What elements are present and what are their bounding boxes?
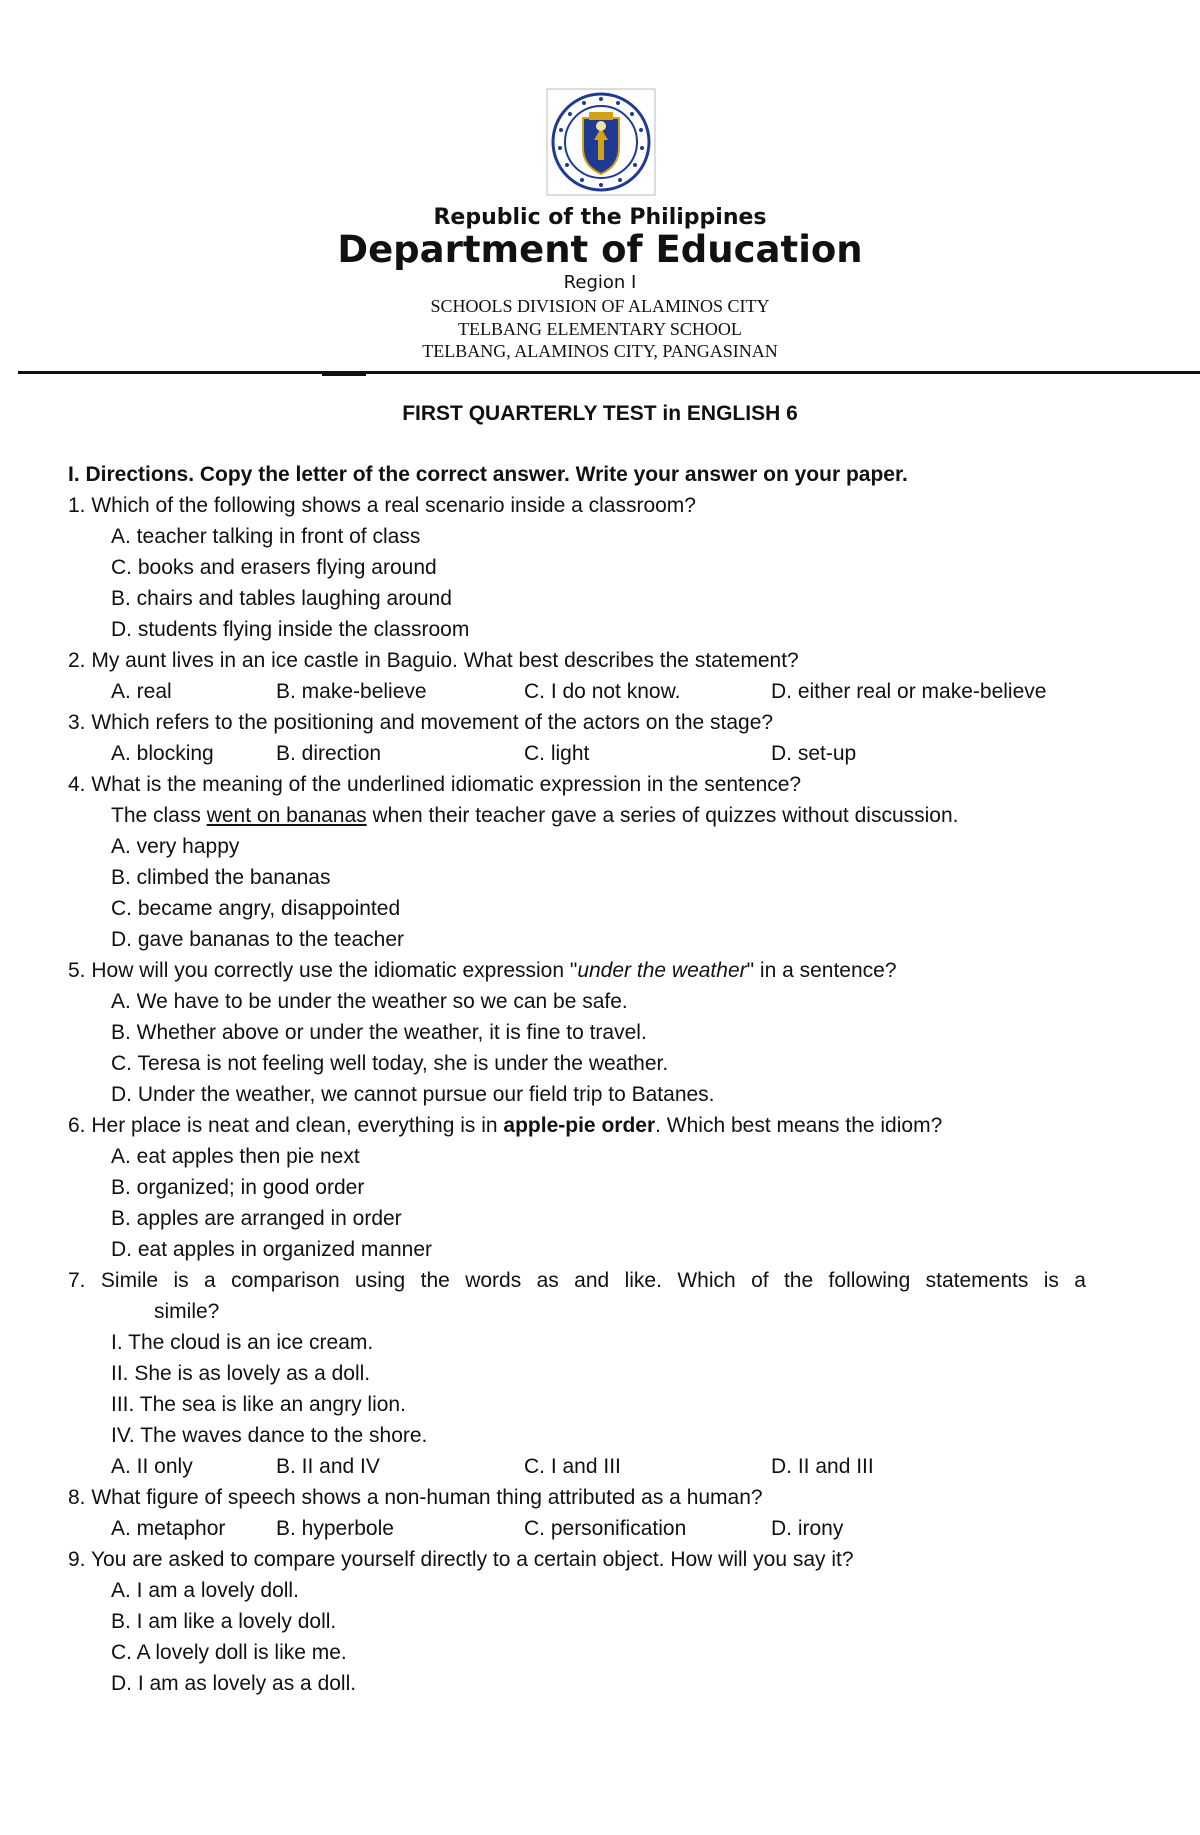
directions: I. Directions. Copy the letter of the correct answer. Write your answer on your paper. [68,463,908,486]
q7-statement: III. The sea is like an angry lion. [111,1393,406,1416]
q8-option: D. irony [771,1517,844,1540]
q6-option: D. eat apples in organized manner [111,1238,433,1261]
q4-option: A. very happy [111,835,240,858]
question-7-continued: simile? [154,1300,220,1323]
q1-option: A. teacher talking in front of class [111,525,421,548]
q3-option: D. set-up [771,742,857,765]
question-9: 9. You are asked to compare yourself directly to a certain object. How will you say it? [68,1548,854,1571]
q1-option: B. chairs and tables laughing around [111,587,452,610]
q5-option: A. We have to be under the weather so we can be safe. [111,990,628,1013]
q2-option: D. either real or make-believe [771,680,1047,703]
q8-option: B. hyperbole [276,1517,394,1540]
deped-seal-logo [546,88,656,196]
q7-option: C. I and III [524,1455,621,1478]
q4-option: D. gave bananas to the teacher [111,928,405,951]
q7-statement: II. She is as lovely as a doll. [111,1362,371,1385]
question-7: 7. Simile is a comparison using the words as and like. Which of the following statements is a [68,1269,1086,1292]
q9-option: D. I am as lovely as a doll. [111,1672,357,1695]
q5-option: D. Under the weather, we cannot pursue our field trip to Batanes. [111,1083,715,1106]
header-region: Region I [563,272,637,293]
q7-option: B. II and IV [276,1455,380,1478]
question-1: 1. Which of the following shows a real scenario inside a classroom? [68,494,696,517]
header-address: TELBANG, ALAMINOS CITY, PANGASINAN [422,341,778,361]
q3-option: C. light [524,742,590,765]
q7-statement: IV. The waves dance to the shore. [111,1424,428,1447]
question-8: 8. What figure of speech shows a non-human thing attributed as a human? [68,1486,763,1509]
q5-option: B. Whether above or under the weather, it is fine to travel. [111,1021,647,1044]
q4-sentence: The class went on bananas when their teacher gave a series of quizzes without discussion. [111,804,959,827]
q2-option: B. make-believe [276,680,427,703]
q6-option: B. apples are arranged in order [111,1207,402,1230]
question-2: 2. My aunt lives in an ice castle in Baguio. What best describes the statement? [68,649,799,672]
q4-option: B. climbed the bananas [111,866,331,889]
header-school: TELBANG ELEMENTARY SCHOOL [458,319,742,339]
q2-option: A. real [111,680,172,703]
q6-option: B. organized; in good order [111,1176,365,1199]
test-title: FIRST QUARTERLY TEST in ENGLISH 6 [402,402,798,425]
q9-option: C. A lovely doll is like me. [111,1641,347,1664]
q4-option: C. became angry, disappointed [111,897,401,920]
q5-option: C. Teresa is not feeling well today, she is under the weather. [111,1052,669,1075]
q1-option: D. students flying inside the classroom [111,618,470,641]
q3-option: B. direction [276,742,382,765]
bold-idiom: apple-pie order [503,1114,656,1137]
question-3: 3. Which refers to the positioning and movement of the actors on the stage? [68,711,774,734]
header-divider-tick [322,374,366,376]
q9-option: A. I am a lovely doll. [111,1579,299,1602]
q2-option: C. I do not know. [524,680,681,703]
italic-idiom: under the weather [577,959,747,982]
q3-option: A. blocking [111,742,214,765]
q7-statement: I. The cloud is an ice cream. [111,1331,374,1354]
header-department: Department of Education [337,228,863,271]
header-divider [18,371,1200,374]
question-5: 5. How will you correctly use the idiomatic expression "under the weather" in a sentence? [68,959,897,982]
q7-option: A. II only [111,1455,193,1478]
header-division: SCHOOLS DIVISION OF ALAMINOS CITY [430,296,770,316]
q8-option: A. metaphor [111,1517,226,1540]
q8-option: C. personification [524,1517,687,1540]
q1-option: C. books and erasers flying around [111,556,437,579]
q9-option: B. I am like a lovely doll. [111,1610,337,1633]
question-4: 4. What is the meaning of the underlined idiomatic expression in the sentence? [68,773,802,796]
header-republic: Republic of the Philippines [433,205,767,230]
question-6: 6. Her place is neat and clean, everything is in apple-pie order. Which best means the idiom? [68,1114,943,1137]
q7-option: D. II and III [771,1455,874,1478]
q6-option: A. eat apples then pie next [111,1145,360,1168]
underlined-idiom: went on bananas [206,804,367,827]
